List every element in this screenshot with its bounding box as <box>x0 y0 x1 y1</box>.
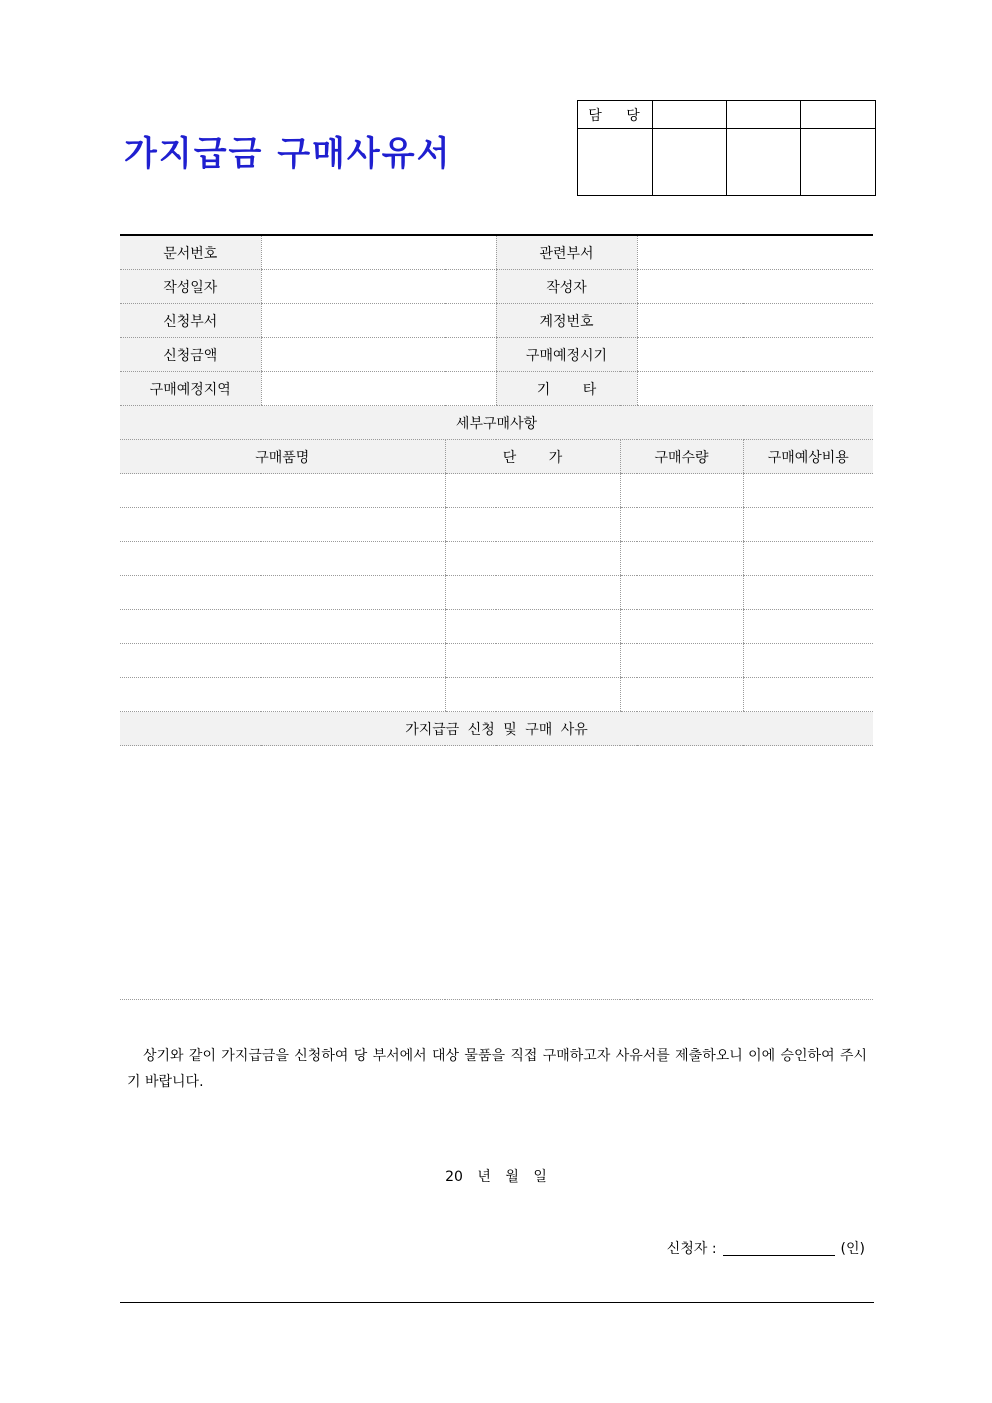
request-amount-field[interactable] <box>261 338 496 372</box>
unit-price-header: 단 가 <box>445 440 620 474</box>
quantity-cell[interactable] <box>620 576 743 610</box>
etc-label: 기 타 <box>496 372 637 406</box>
item-name-cell[interactable] <box>120 474 445 508</box>
date-line: 20 년 월 일 <box>445 1169 547 1185</box>
quantity-cell[interactable] <box>620 508 743 542</box>
unit-price-cell[interactable] <box>445 576 620 610</box>
expected-cost-cell[interactable] <box>743 576 873 610</box>
purchase-time-label: 구매예정시기 <box>496 338 637 372</box>
approval-sign-cell[interactable] <box>727 129 801 196</box>
approval-header-cell <box>727 101 801 129</box>
applicant-name-field[interactable] <box>723 1255 835 1256</box>
purchase-time-field[interactable] <box>637 338 873 372</box>
item-name-cell[interactable] <box>120 508 445 542</box>
related-dept-label: 관련부서 <box>496 235 637 270</box>
approval-label: 담 당 <box>578 101 653 129</box>
request-dept-field[interactable] <box>261 304 496 338</box>
item-name-cell[interactable] <box>120 576 445 610</box>
detail-row <box>120 610 873 644</box>
detail-row <box>120 678 873 712</box>
writer-field[interactable] <box>637 270 873 304</box>
expected-cost-cell[interactable] <box>743 508 873 542</box>
writer-label: 작성자 <box>496 270 637 304</box>
quantity-cell[interactable] <box>620 610 743 644</box>
approval-header-cell <box>653 101 727 129</box>
etc-field[interactable] <box>637 372 873 406</box>
item-name-cell[interactable] <box>120 644 445 678</box>
applicant-signature <box>667 1238 865 1258</box>
unit-price-cell[interactable] <box>445 474 620 508</box>
quantity-cell[interactable] <box>620 474 743 508</box>
quantity-cell[interactable] <box>620 644 743 678</box>
doc-no-label: 문서번호 <box>120 235 261 270</box>
unit-price-cell[interactable] <box>445 508 620 542</box>
approval-sign-cell[interactable] <box>578 129 653 196</box>
bottom-divider <box>120 1302 874 1303</box>
unit-price-cell[interactable] <box>445 542 620 576</box>
item-name-cell[interactable] <box>120 542 445 576</box>
account-no-label: 계정번호 <box>496 304 637 338</box>
item-name-header: 구매품명 <box>120 440 445 474</box>
item-name-cell[interactable] <box>120 610 445 644</box>
quantity-cell[interactable] <box>620 678 743 712</box>
unit-price-cell[interactable] <box>445 644 620 678</box>
expected-cost-cell[interactable] <box>743 678 873 712</box>
reason-text-area[interactable] <box>120 746 873 1000</box>
doc-no-field[interactable] <box>261 235 496 270</box>
document-title: 가지급금 구매사유서 <box>124 134 452 174</box>
related-dept-field[interactable] <box>637 235 873 270</box>
applicant-label: 신청자 : <box>666 1241 717 1257</box>
seal-label: (인) <box>840 1241 865 1257</box>
purchase-region-field[interactable] <box>261 372 496 406</box>
purchase-region-label: 구매예정지역 <box>120 372 261 406</box>
quantity-header: 구매수량 <box>620 440 743 474</box>
statement-text: 상기와 같이 가지급금을 신청하여 당 부서에서 대상 물품을 직접 구매하고자 사유서를 제출하오니 이에 승인하여 주시기 바랍니다. <box>127 1048 867 1090</box>
approval-sign-cell[interactable] <box>653 129 727 196</box>
unit-price-cell[interactable] <box>445 610 620 644</box>
details-section-title: 세부구매사항 <box>120 406 873 440</box>
approval-header-cell <box>801 101 876 129</box>
approval-sign-cell[interactable] <box>801 129 876 196</box>
expected-cost-header: 구매예상비용 <box>743 440 873 474</box>
detail-row <box>120 576 873 610</box>
detail-row <box>120 644 873 678</box>
expected-cost-cell[interactable] <box>743 542 873 576</box>
request-amount-label: 신청금액 <box>120 338 261 372</box>
expected-cost-cell[interactable] <box>743 644 873 678</box>
reason-section-title: 가지급금 신청 및 구매 사유 <box>120 712 873 746</box>
date-written-label: 작성일자 <box>120 270 261 304</box>
account-no-field[interactable] <box>637 304 873 338</box>
expected-cost-cell[interactable] <box>743 610 873 644</box>
item-name-cell[interactable] <box>120 678 445 712</box>
detail-row <box>120 542 873 576</box>
purchase-form <box>120 234 873 1000</box>
date-written-field[interactable] <box>261 270 496 304</box>
expected-cost-cell[interactable] <box>743 474 873 508</box>
request-dept-label: 신청부서 <box>120 304 261 338</box>
quantity-cell[interactable] <box>620 542 743 576</box>
detail-row <box>120 474 873 508</box>
approval-box <box>577 100 876 196</box>
detail-row <box>120 508 873 542</box>
unit-price-cell[interactable] <box>445 678 620 712</box>
